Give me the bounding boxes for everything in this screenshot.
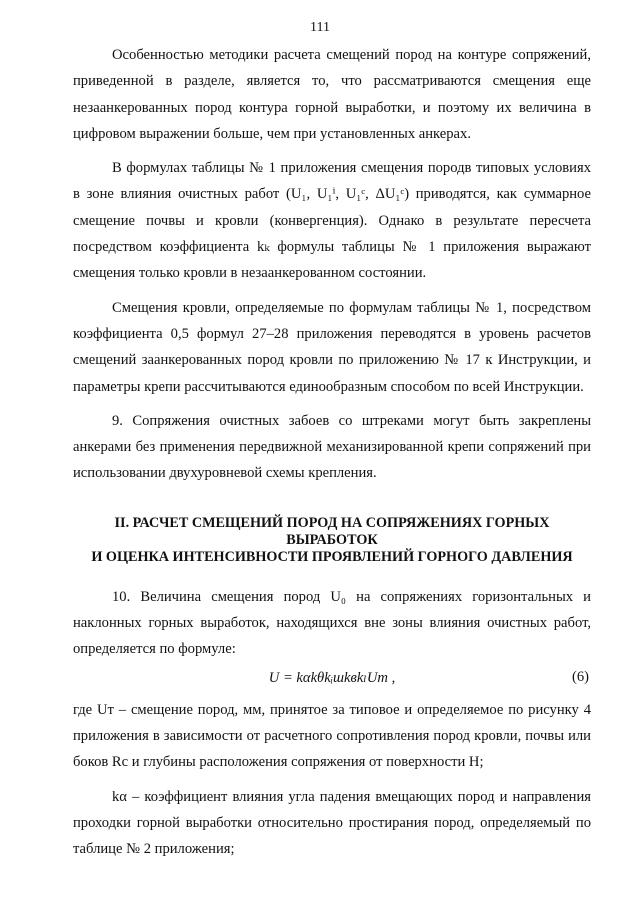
formula-block [73, 663, 591, 697]
paragraph: kα – коэффициент влияния угла падения вмещающих пород и направления проходки горной выработки относительно простирания пород, определяемый по таблице № 2 приложения; [73, 788, 591, 858]
paragraph: 10. Величина смещения пород U₀ на сопряжениях горизонтальных и наклонных горных выработок, находящихся вне зоны влияния очистных работ, определяется по формуле: [73, 588, 591, 658]
page-body [73, 42, 591, 862]
paragraph: Смещения кровли, определяемые по формулам таблицы № 1, посредством коэффициента 0,5 формул 27–28 приложения переводятся в уровень расчетов смещений заанкерованных пород кровли по приложению № 17 к Инструкции, и параметры крепи рассчитываются единообразным способом по всей Инструкции. [73, 299, 591, 395]
section-heading [73, 515, 591, 566]
page-number: 111 [310, 20, 330, 35]
section-heading-line: II. РАСЧЕТ СМЕЩЕНИЙ ПОРОД НА СОПРЯЖЕНИЯХ ГОРНЫХ ВЫРАБОТОК [114, 514, 550, 548]
paragraph: В формулах таблицы № 1 приложения смещения породв типовых условиях в зоне влияния очистных работ (U₁, U₁ⁱ, U₁ᶜ, ΔU₁ᶜ) приводятся, как суммарное смещение почвы и кровли (конвергенция). Однако в результате пересчета посредством коэффициента kₖ формулы таблицы № 1 приложения выражают смещения только кровли в незаанкерованном состоянии. [73, 160, 591, 282]
paragraph: 9. Сопряжения очистных забоев со штреками могут быть закреплены анкерами без применения передвижной механизированной крепи сопряжений при использовании двухуровневой схемы крепления. [73, 412, 591, 482]
formula-number: (6) [571, 668, 589, 685]
formula: U = kαkθkᵢшkвkₗUт , [268, 669, 396, 686]
paragraph: где Uт – смещение пород, мм, принятое за типовое и определяемое по рисунку 4 приложения в зависимости от расчетного сопротивления пород кровли, почвы или боков Rс и глубины расположения сопряжения от поверхности H; [73, 701, 591, 771]
section-heading-line: И ОЦЕНКА ИНТЕНСИВНОСТИ ПРОЯВЛЕНИЙ ГОРНОГО ДАВЛЕНИЯ [91, 548, 573, 565]
paragraph: Особенностью методики расчета смещений пород на контуре сопряжений, приведенной в разделе, является то, что рассматриваются смещения еще незаанкерованных пород контура горной выработки, и поэтому их величина в цифровом выражении больше, чем при установленных анкерах. [73, 47, 591, 142]
